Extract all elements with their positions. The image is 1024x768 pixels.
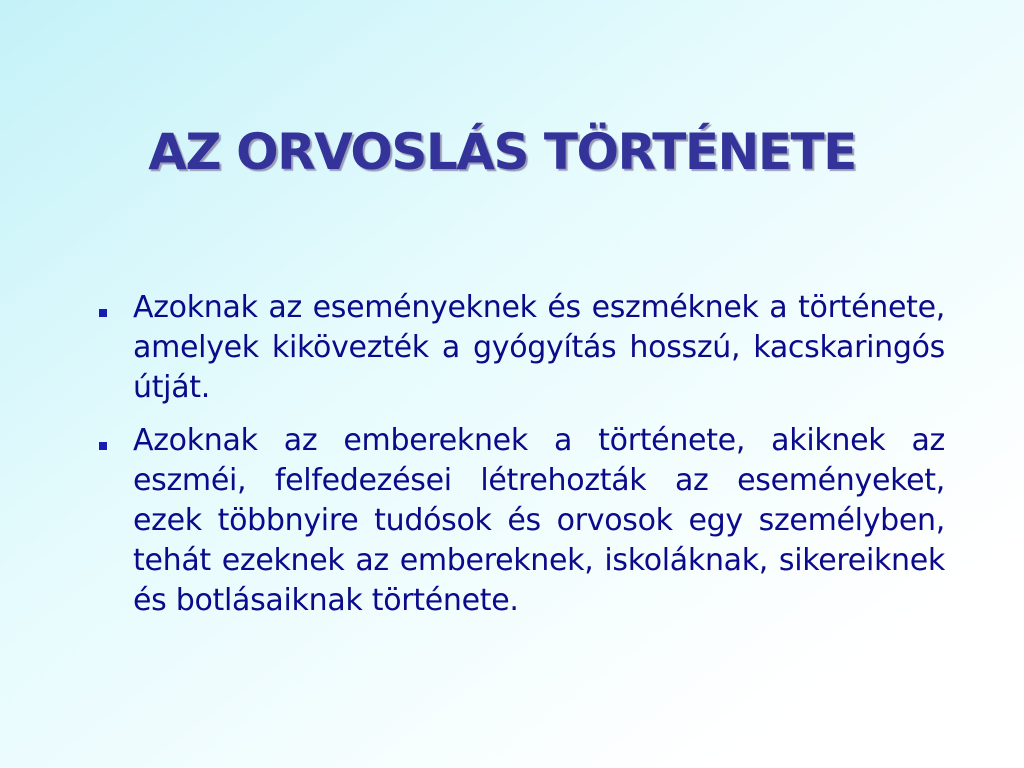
bullet-text: Azoknak az embereknek a története, akiknek az eszméi, felfedezései létrehozták az eseményeket, ezek többnyire tudósok és orvosok egy személyben, tehát ezeknek az embereknek, iskoláknak, sikereiknek és botlásaiknak története. — [133, 423, 945, 618]
square-bullet-icon — [99, 309, 107, 317]
square-bullet-icon — [99, 442, 107, 450]
bullet-text: Azoknak az eseményeknek és eszméknek a története, amelyek kikövezték a gyógyítás hosszú, kacskaringós útját. — [133, 290, 945, 405]
bullet-item — [95, 421, 945, 621]
bullet-list — [95, 288, 945, 634]
slide-title: AZ ORVOSLÁS TÖRTÉNETE — [148, 123, 856, 181]
bullet-item — [95, 288, 945, 408]
